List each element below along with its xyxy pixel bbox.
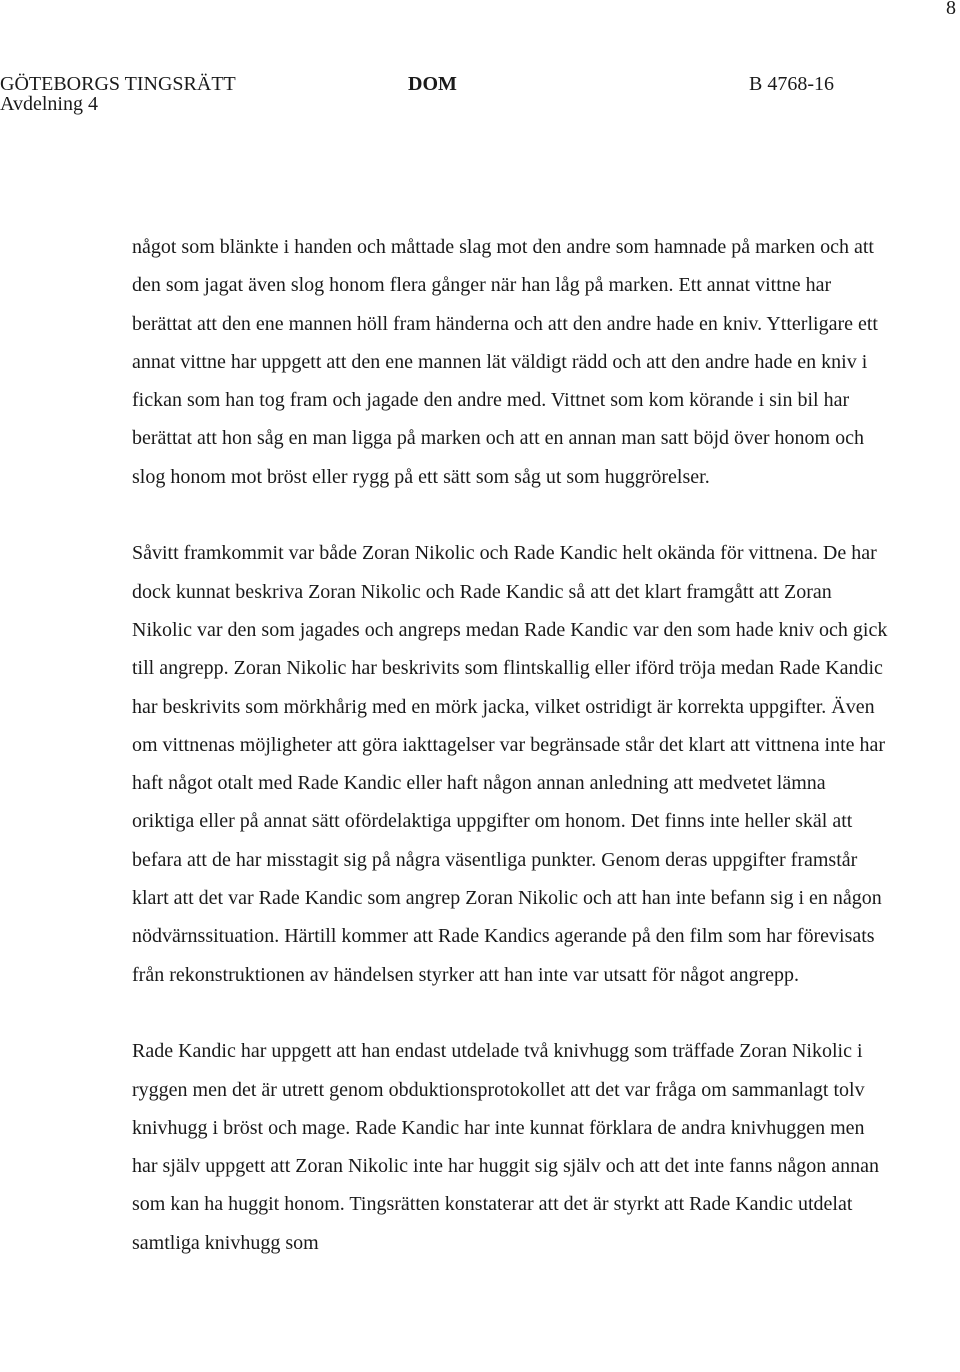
document-type: DOM: [408, 73, 457, 95]
paragraph-witness-assessment: Såvitt framkommit var både Zoran Nikolic och Rade Kandic helt okända för vittnena. De har dock kunnat beskriva Zoran Nikolic och Rade Kandic så att det klart framgått att Zoran Nikolic var den som jagades och angreps medan Rade Kandic var den som hade kniv och gick till angrepp. Zoran Nikolic har beskrivits som flintskallig eller iförd tröja medan Rade Kandic har beskrivits som mörkhårig med en mörk jacka, vilket ostridigt är korrekta uppgifter. Även om vittnenas möjligheter att göra iakttagelser var begränsade står det klart att vittnena inte har haft något otalt med Rade Kandic eller haft någon annan anledning att medvetet lämna oriktiga eller på annat sätt ofördelaktiga uppgifter om honom. Det finns inte heller skäl att befara att de har misstagit sig på några väsentliga punkter. Genom deras uppgifter framstår klart att det var Rade Kandic som angrep Zoran Nikolic och att han inte befann sig i en någon nödvärnssituation. Härtill kommer att Rade Kandics agerande på den film som har förevisats från rekonstruktionen av händelsen styrker att han inte var utsatt för något angrepp.: [132, 542, 888, 986]
document-body: [132, 228, 892, 1262]
paragraph-knife-wounds: Rade Kandic har uppgett att han endast utdelade två knivhugg som träffade Zoran Nikolic i ryggen men det är utrett genom obduktionsprotokollet att det var fråga om sammanlagt tolv knivhugg i bröst och mage. Rade Kandic har inte kunnat förklara de andra knivhuggen men har själv uppgett att Zoran Nikolic inte har huggit sig själv och att det inte fanns någon annan som kan ha huggit honom. Tingsrätten konstaterar att det är styrkt att Rade Kandic utdelat samtliga knivhugg som: [132, 1040, 880, 1254]
court-division: Avdelning 4: [0, 93, 98, 115]
document-header: [0, 68, 960, 100]
court-name: GÖTEBORGS TINGSRÄTT: [0, 73, 236, 95]
page-number: 8: [946, 0, 956, 19]
case-number: B 4768-16: [749, 73, 834, 95]
paragraph-witness-accounts: något som blänkte i handen och måttade slag mot den andre som hamnade på marken och att den som jagat även slog honom flera gånger när han låg på marken. Ett annat vittne har berättat att den ene mannen höll fram händerna och att den andre hade en kniv. Ytterligare ett annat vittne har uppgett att den ene mannen lät väldigt rädd och att den andre hade en kniv i fickan som han tog fram och jagade den andre med. Vittnet som kom körande i sin bil har berättat att hon såg en man ligga på marken och att en annan man satt böjd över honom och slog honom mot bröst eller rygg på ett sätt som såg ut som huggrörelser.: [132, 236, 878, 488]
